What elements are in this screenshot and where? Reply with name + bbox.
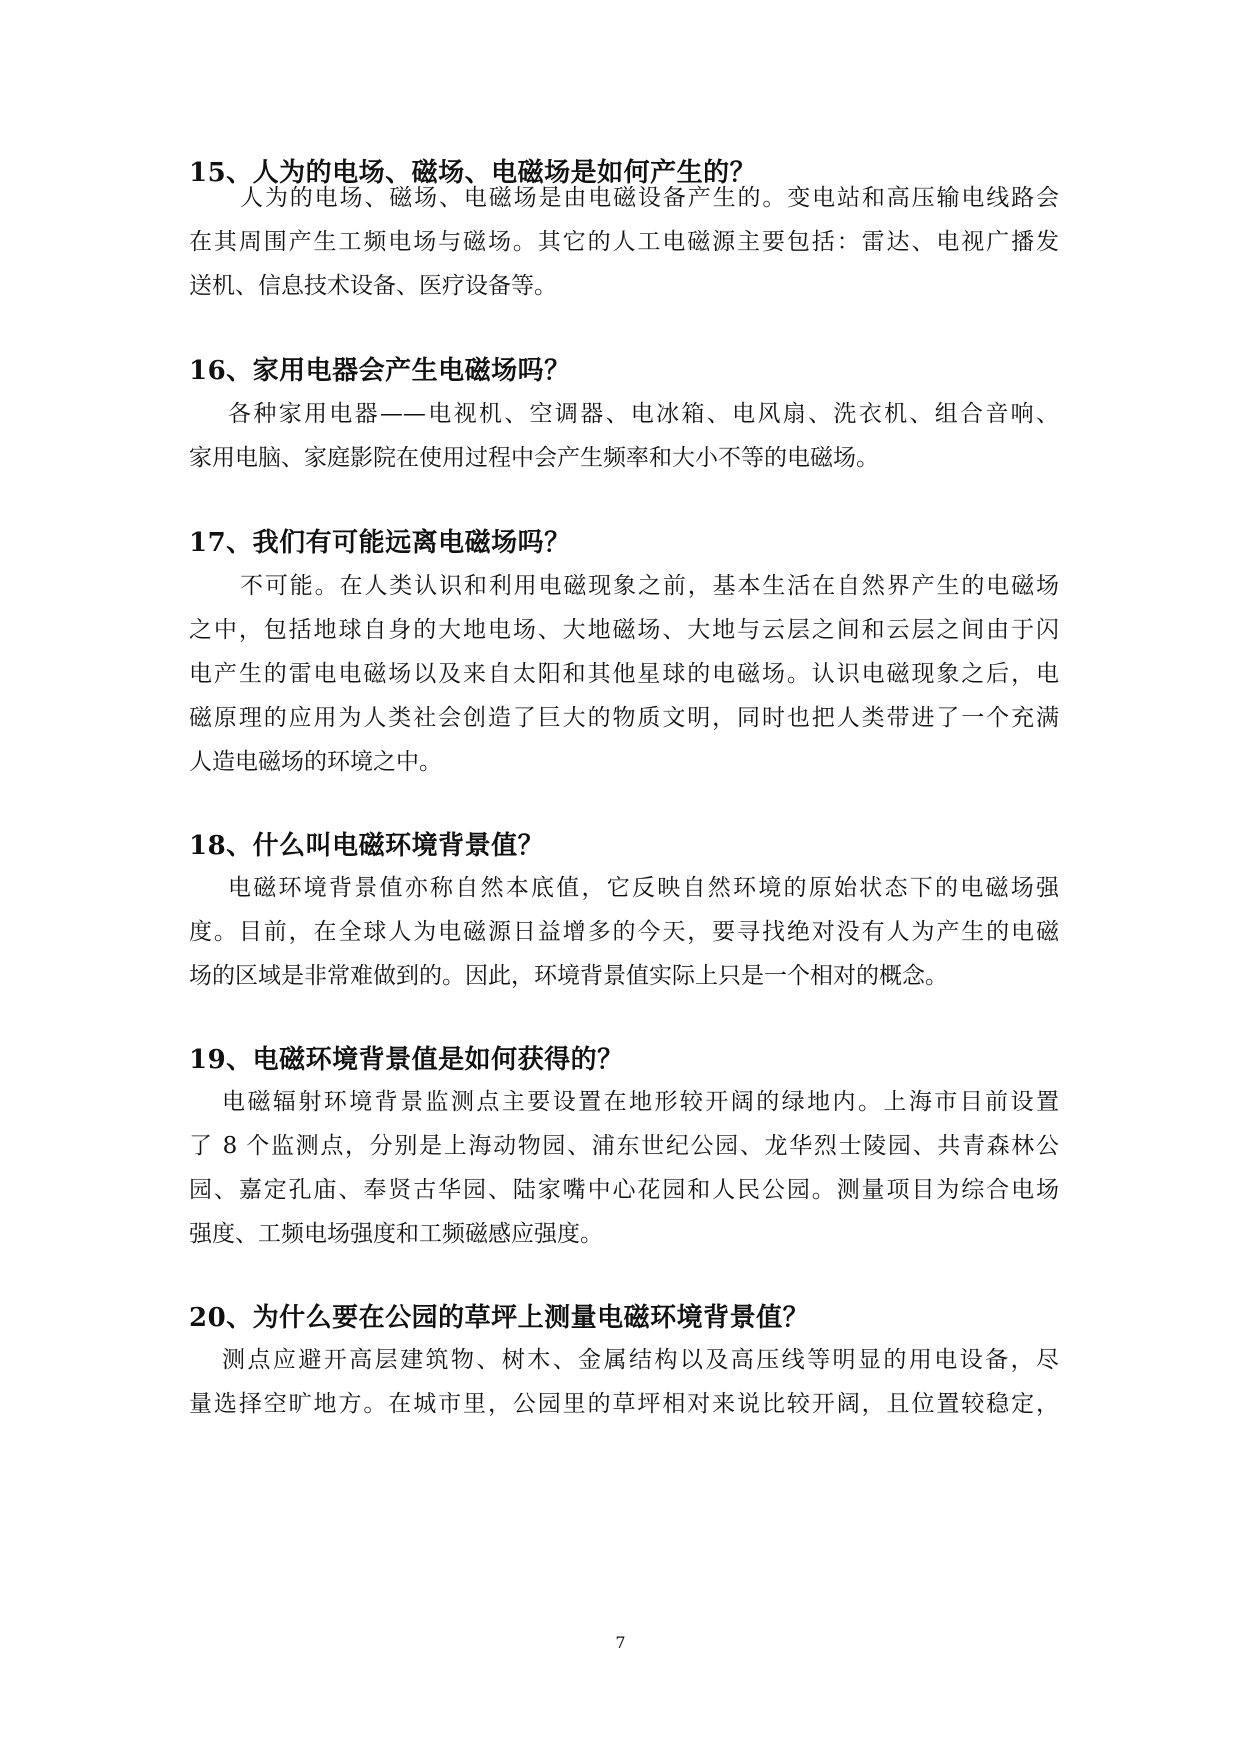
question-19-line-3: 园、嘉定孔庙、奉贤古华园、陆家嘴中心花园和人民公园。测量项目为综合电场 [189, 1177, 1059, 1203]
question-16-line-2: 家用电脑、家庭影院在使用过程中会产生频率和大小不等的电磁场。 [189, 445, 879, 471]
question-18-title: 18、什么叫电磁环境背景值？ [189, 831, 545, 861]
question-18-line-2: 度。目前，在全球人为电磁源日益增多的今天，要寻找绝对没有人为产生的电磁 [189, 919, 1059, 945]
question-15-line-1: 人为的电场、磁场、电磁场是由电磁设备产生的。变电站和高压输电线路会 [240, 185, 1059, 211]
question-19-line-4: 强度、工频电场强度和工频磁感应强度。 [189, 1221, 603, 1247]
question-19-line-1: 电磁辐射环境背景监测点主要设置在地形较开阔的绿地内。上海市目前设置 [222, 1089, 1059, 1115]
question-16-line-1: 各种家用电器——电视机、空调器、电冰箱、电风扇、洗衣机、组合音响、 [228, 401, 1059, 427]
question-15-line-2: 在其周围产生工频电场与磁场。其它的人工电磁源主要包括：雷达、电视广播发 [189, 229, 1059, 255]
question-20-title: 20、为什么要在公园的草坪上测量电磁环境背景值？ [189, 1303, 810, 1333]
page-number: 7 [615, 1633, 626, 1652]
question-18-line-1: 电磁环境背景值亦称自然本底值，它反映自然环境的原始状态下的电磁场强 [228, 875, 1059, 901]
question-16-title: 16、家用电器会产生电磁场吗？ [189, 356, 571, 386]
question-19-title: 19、电磁环境背景值是如何获得的？ [189, 1045, 624, 1075]
question-17-line-3: 电产生的雷电电磁场以及来自太阳和其他星球的电磁场。认识电磁现象之后，电 [189, 661, 1059, 687]
question-18-line-3: 场的区域是非常难做到的。因此，环境背景值实际上只是一个相对的概念。 [189, 963, 948, 989]
question-17-title: 17、我们有可能远离电磁场吗？ [189, 528, 571, 558]
question-17-line-5: 人造电磁场的环境之中。 [189, 749, 442, 775]
question-19-line-2: 了 8 个监测点，分别是上海动物园、浦东世纪公园、龙华烈士陵园、共青森林公 [189, 1133, 1059, 1159]
question-17-line-2: 之中，包括地球自身的大地电场、大地磁场、大地与云层之间和云层之间由于闪 [189, 617, 1059, 643]
question-15-title: 15、人为的电场、磁场、电磁场是如何产生的？ [189, 158, 757, 188]
question-20-line-1: 测点应避开高层建筑物、树木、金属结构以及高压线等明显的用电设备，尽 [222, 1347, 1059, 1373]
question-15-line-3: 送机、信息技术设备、医疗设备等。 [189, 273, 557, 299]
question-17-line-4: 磁原理的应用为人类社会创造了巨大的物质文明，同时也把人类带进了一个充满 [189, 705, 1059, 731]
question-20-line-2: 量选择空旷地方。在城市里，公园里的草坪相对来说比较开阔，且位置较稳定， [189, 1391, 1059, 1417]
question-17-line-1: 不可能。在人类认识和利用电磁现象之前，基本生活在自然界产生的电磁场 [240, 573, 1059, 599]
